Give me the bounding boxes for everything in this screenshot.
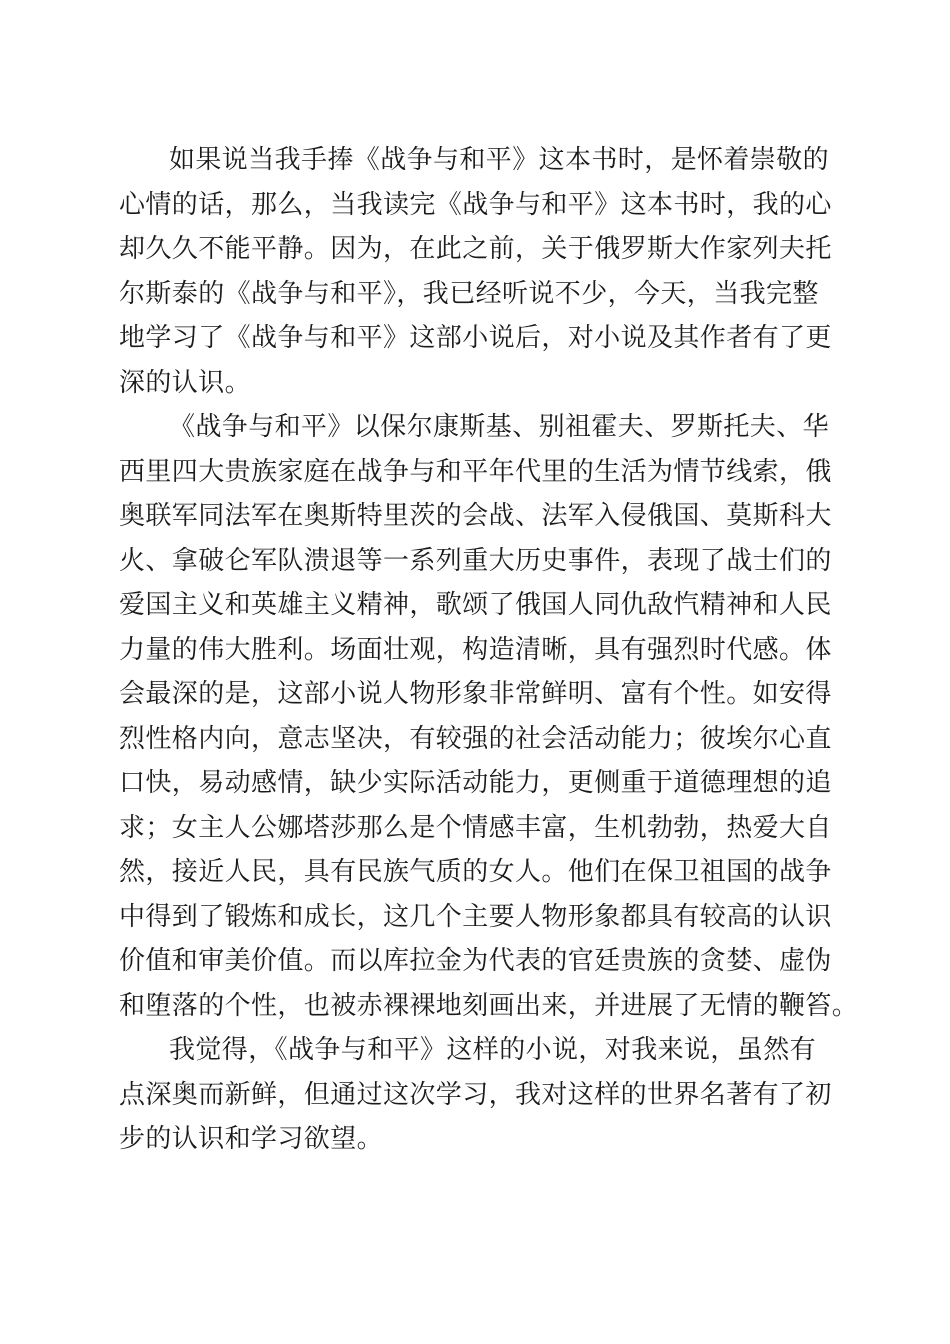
text-line: 和堕落的个性，也被赤裸裸地刻画出来，并进展了无情的鞭笞。 xyxy=(119,990,859,1021)
document-body xyxy=(119,138,859,1162)
text-line: 然，接近人民，具有民族气质的女人。他们在保卫祖国的战争 xyxy=(119,857,832,887)
paragraph-1 xyxy=(119,138,832,405)
text-line: 心情的话，那么，当我读完《战争与和平》这本书时，我的心 xyxy=(119,189,832,220)
text-line: 西里四大贵族家庭在战争与和平年代里的生活为情节线索，俄 xyxy=(119,456,832,487)
text-line: 深的认识。 xyxy=(119,367,252,398)
text-line: 口快，易动感情，缺少实际活动能力，更侧重于道德理想的追 xyxy=(119,768,832,798)
text-line: 却久久不能平静。因为，在此之前，关于俄罗斯大作家列夫托 xyxy=(119,234,832,264)
text-line: 点深奥而新鲜，但通过这次学习，我对这样的世界名著有了初 xyxy=(119,1079,832,1110)
text-line: 爱国主义和英雄主义精神，歌颂了俄国人同仇敌忾精神和人民 xyxy=(119,590,832,620)
text-line: 《战争与和平》以保尔康斯基、别祖霍夫、罗斯托夫、华 xyxy=(169,412,830,442)
text-line: 烈性格内向，意志坚决，有较强的社会活动能力；彼埃尔心直 xyxy=(119,723,832,754)
text-line: 步的认识和学习欲望。 xyxy=(119,1124,384,1154)
text-line: 求；女主人公娜塔莎那么是个情感丰富，生机勃勃，热爱大自 xyxy=(119,812,832,843)
text-line: 中得到了锻炼和成长，这几个主要人物形象都具有较高的认识 xyxy=(119,901,832,932)
text-line: 如果说当我手捧《战争与和平》这本书时，是怀着崇敬的 xyxy=(169,145,830,175)
paragraph-3 xyxy=(119,1028,832,1162)
paragraph-2 xyxy=(119,405,859,1028)
text-line: 价值和审美价值。而以库拉金为代表的官廷贵族的贪婪、虚伪 xyxy=(119,946,832,976)
text-line: 奥联军同法军在奥斯特里茨的会战、法军入侵俄国、莫斯科大 xyxy=(119,501,832,531)
text-line: 尔斯泰的《战争与和平》，我已经听说不少，今天，当我完整 xyxy=(119,278,819,309)
text-line: 我觉得，《战争与和平》这样的小说，对我来说，虽然有 xyxy=(169,1035,817,1065)
text-line: 力量的伟大胜利。场面壮观，构造清晰，具有强烈时代感。体 xyxy=(119,634,832,665)
text-line: 会最深的是，这部小说人物形象非常鲜明、富有个性。如安得 xyxy=(119,679,832,709)
text-line: 火、拿破仑军队溃退等一系列重大历史事件，表现了战士们的 xyxy=(119,545,832,576)
text-line: 地学习了《战争与和平》这部小说后，对小说及其作者有了更 xyxy=(119,323,832,353)
